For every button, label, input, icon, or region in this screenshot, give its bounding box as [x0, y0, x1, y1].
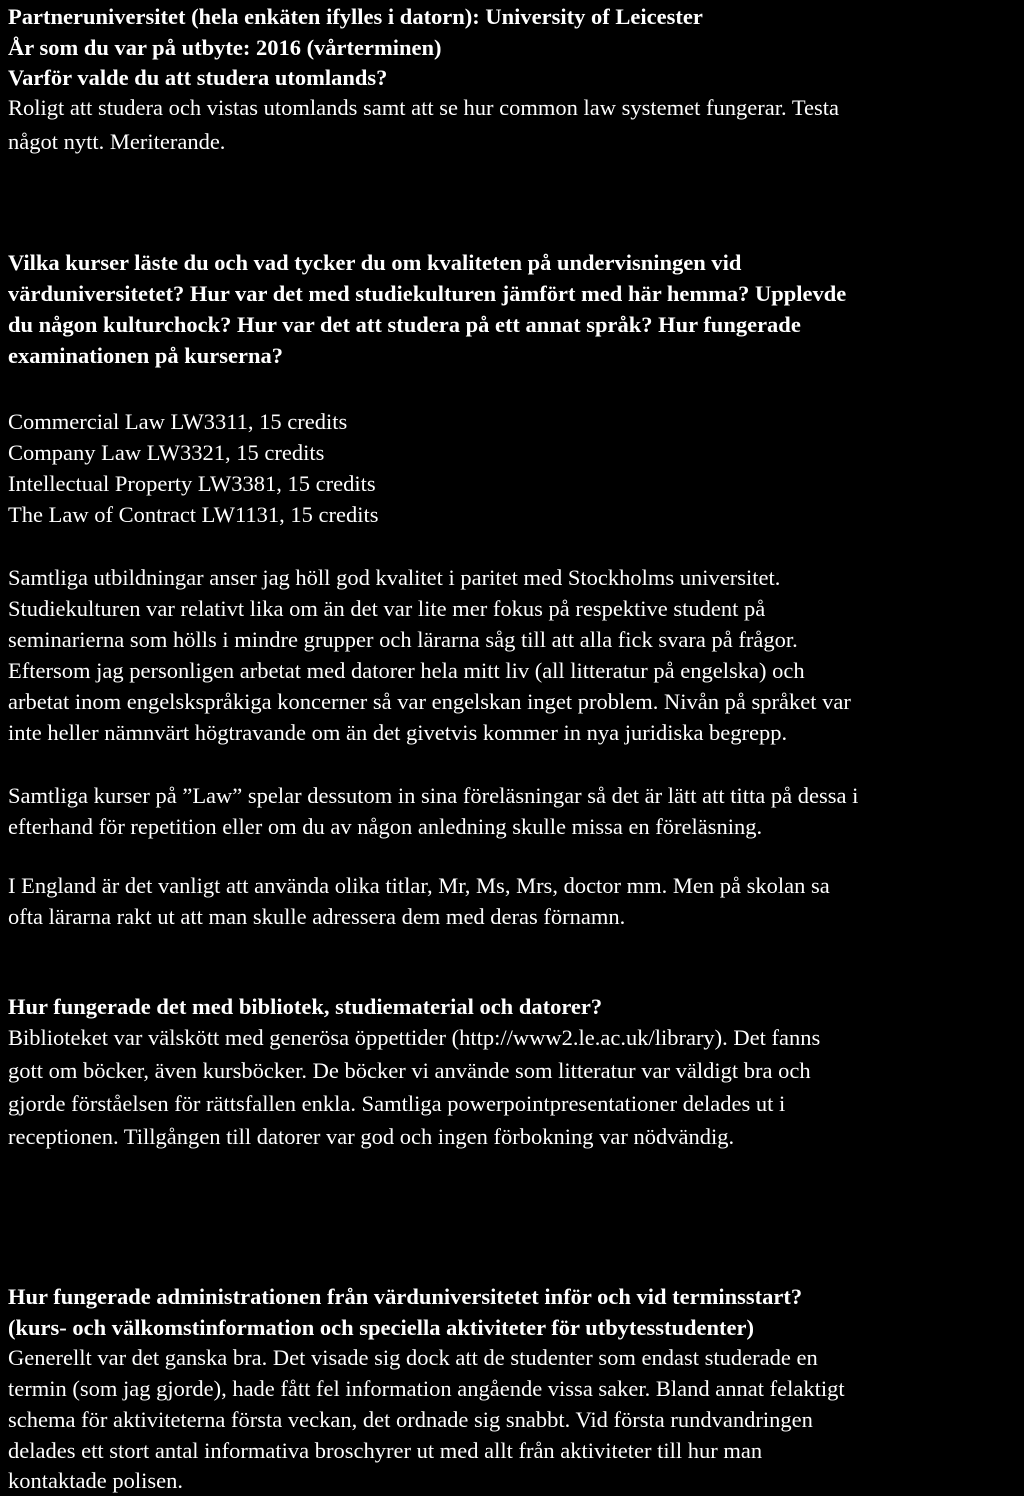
courses-answer-line: arbetat inom engelskspråkiga koncerner så var engelskan inget problem. Nivån på språket var [8, 689, 851, 714]
courses-answer-line: efterhand för repetition eller om du av någon anledning skulle missa en föreläsning. [8, 814, 763, 839]
admin-answer-line: termin (som jag gjorde), hade fått fel information angående vissa saker. Bland annat felaktigt [8, 1376, 845, 1401]
courses-answer-line: Samtliga kurser på ”Law” spelar dessutom in sina föreläsningar så det är lätt att titta på dessa i [8, 783, 859, 808]
admin-answer-line: Generellt var det ganska bra. Det visade sig dock att de studenter som endast studerade en [8, 1345, 818, 1370]
courses-question-line: Vilka kurser läste du och vad tycker du om kvaliteten på undervisningen vid [8, 250, 742, 275]
courses-question-line: värduniversitetet? Hur var det med studiekulturen jämfört med här hemma? Upplevde [8, 281, 847, 306]
courses-question-line: du någon kulturchock? Hur var det att studera på ett annat språk? Hur fungerade [8, 312, 801, 337]
courses-question-line: examinationen på kurserna? [8, 343, 284, 368]
courses-answer-line: inte heller nämnvärt högtravande om än det givetvis kommer in nya juridiska begrepp. [8, 720, 788, 745]
courses-answer-line: Eftersom jag personligen arbetat med datorer hela mitt liv (all litteratur på engelska) och [8, 658, 805, 683]
admin-answer-line: delades ett stort antal informativa broschyrer ut med allt från aktiviteter till hur man [8, 1438, 763, 1463]
why-abroad-question: Varför valde du att studera utomlands? [8, 65, 388, 90]
courses-answer-line: Studiekulturen var relativt lika om än det var lite mer fokus på respektive student på [8, 596, 766, 621]
library-answer-line: gott om böcker, även kursböcker. De böcker vi använde som litteratur var väldigt bra och [8, 1058, 811, 1083]
courses-answer-line: seminarierna som hölls i mindre grupper och lärarna såg till att alla fick svara på frågor. [8, 627, 798, 652]
library-answer-line: Biblioteket var välskött med generösa öppettider (http://www2.le.ac.uk/library). Det fanns [8, 1025, 821, 1050]
admin-answer-line: kontaktade polisen. [8, 1468, 183, 1493]
library-answer-line: gjorde förståelsen för rättsfallen enkla. Samtliga powerpointpresentationer delades ut i [8, 1091, 786, 1116]
courses-answer-line: I England är det vanligt att använda olika titlar, Mr, Ms, Mrs, doctor mm. Men på skolan sa [8, 873, 830, 898]
library-answer-line: receptionen. Tillgången till datorer var god och ingen förbokning var nödvändig. [8, 1124, 735, 1149]
course-list-item: The Law of Contract LW1131, 15 credits [8, 502, 379, 527]
course-list-item: Commercial Law LW3311, 15 credits [8, 409, 348, 434]
admin-question-line: (kurs- och välkomstinformation och speciella aktiviteter för utbytesstudenter) [8, 1315, 754, 1340]
why-abroad-answer-line: Roligt att studera och vistas utomlands samt att se hur common law systemet fungerar. Testa [8, 95, 839, 120]
admin-question-line: Hur fungerade administrationen från värduniversitetet inför och vid terminsstart? [8, 1284, 803, 1309]
why-abroad-answer-line: något nytt. Meriterande. [8, 129, 226, 154]
partner-university-line: Partneruniversitet (hela enkäten ifylles i datorn): University of Leicester [8, 4, 703, 29]
exchange-year-line: År som du var på utbyte: 2016 (vårterminen) [8, 35, 442, 60]
courses-answer-line: ofta lärarna rakt ut att man skulle adressera dem med deras förnamn. [8, 904, 626, 929]
library-question: Hur fungerade det med bibliotek, studiematerial och datorer? [8, 994, 603, 1019]
course-list-item: Intellectual Property LW3381, 15 credits [8, 471, 376, 496]
admin-answer-line: schema för aktiviteterna första veckan, det ordnade sig snabbt. Vid första rundvandringen [8, 1407, 813, 1432]
course-list-item: Company Law LW3321, 15 credits [8, 440, 325, 465]
courses-answer-line: Samtliga utbildningar anser jag höll god kvalitet i paritet med Stockholms universitet. [8, 565, 781, 590]
